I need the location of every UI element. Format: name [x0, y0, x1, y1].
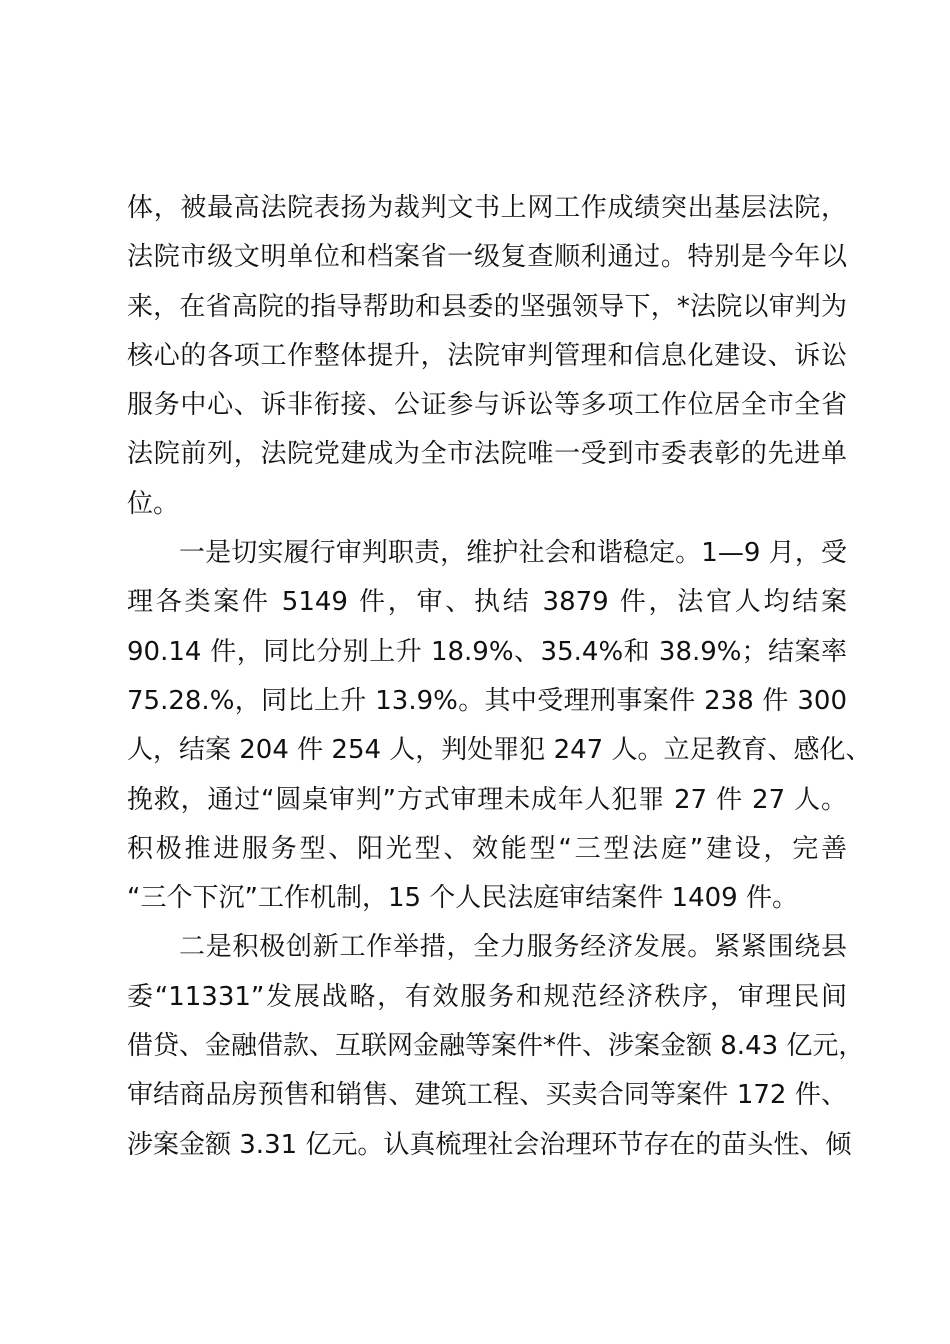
text-line: 借贷、金融借款、互联网金融等案件*件、涉案金额 8.43 亿元， [127, 1031, 865, 1062]
text-line: 核心的各项工作整体提升，法院审判管理和信息化建设、诉讼 [127, 340, 847, 371]
text-line: 委“11331”发展战略，有效服务和规范经济秩序，审理民间 [127, 981, 847, 1012]
text-line: 涉案金额 3.31 亿元。认真梳理社会治理环节存在的苗头性、倾 [127, 1129, 852, 1160]
text-line: 人，结案 204 件 254 人，判处罪犯 247 人。立足教育、感化、 [127, 735, 872, 766]
text-line: 来，在省高院的指导帮助和县委的坚强领导下，*法院以审判为 [127, 291, 847, 322]
text-line: 法院前列，法院党建成为全市法院唯一受到市委表彰的先进单 [127, 439, 847, 470]
text-line: 理各类案件 5149 件，审、执结 3879 件，法官人均结案 [127, 587, 847, 618]
document-body [127, 184, 872, 1170]
text-line: 服务中心、诉非衔接、公证参与诉讼等多项工作位居全市全省 [127, 390, 847, 421]
text-line: “三个下沉”工作机制，15 个人民法庭审结案件 1409 件。 [127, 883, 798, 914]
text-line: 位。 [127, 488, 180, 519]
text-line: 挽救，通过“圆桌审判”方式审理未成年人犯罪 27 件 27 人。 [127, 784, 847, 815]
text-line: 75.28.%，同比上升 13.9%。其中受理刑事案件 238 件 300 [127, 685, 847, 716]
text-line: 90.14 件，同比分别上升 18.9%、35.4%和 38.9%；结案率 [127, 636, 847, 667]
text-line: 审结商品房预售和销售、建筑工程、买卖合同等案件 172 件、 [127, 1080, 847, 1111]
text-line: 体，被最高法院表扬为裁判文书上网工作成绩突出基层法院， [127, 193, 847, 223]
text-line: 积极推进服务型、阳光型、效能型“三型法庭”建设，完善 [127, 833, 847, 864]
text-line: 法院市级文明单位和档案省一级复查顺利通过。特别是今年以 [127, 242, 847, 273]
paragraph-first-line: 一是切实履行审判职责，维护社会和谐稳定。1—9 月，受 [179, 538, 847, 569]
paragraph-first-line: 二是积极创新工作举措，全力服务经济发展。紧紧围绕县 [179, 932, 847, 963]
